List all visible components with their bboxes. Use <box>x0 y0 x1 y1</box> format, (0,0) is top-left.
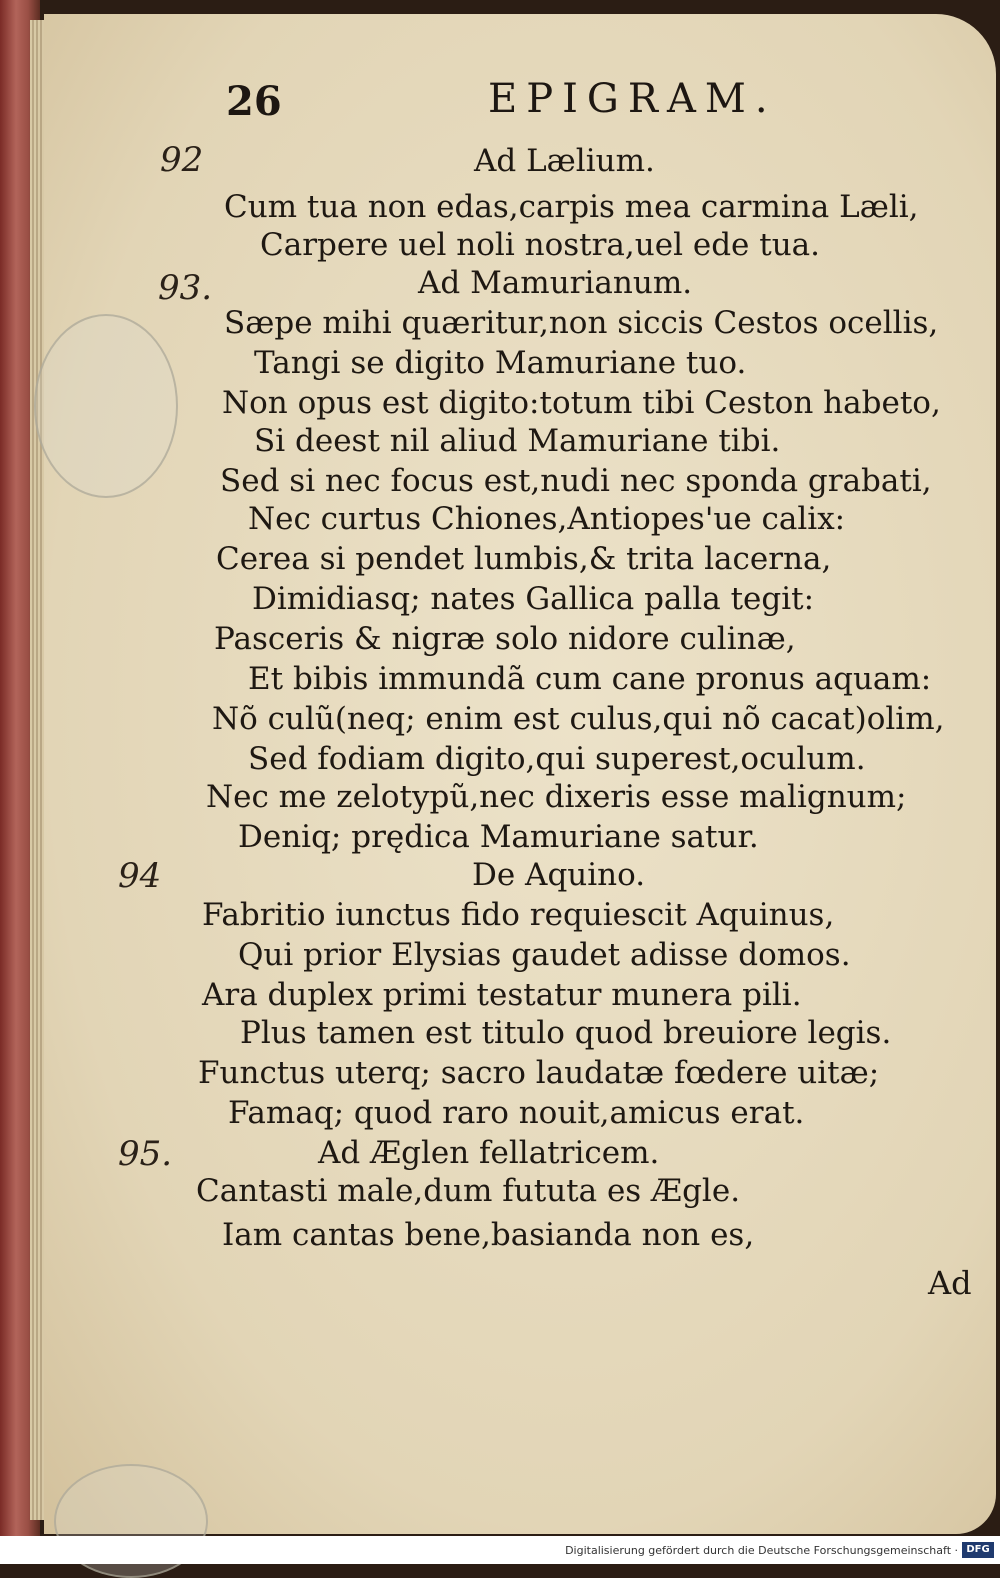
heading-de-aquino: De Aquino. <box>472 857 646 893</box>
verse-line: Cerea si pendet lumbis,& trita lacerna, <box>216 541 832 577</box>
heading-ad-mamurianum: Ad Mamurianum. <box>418 265 693 301</box>
verse-line: Ara duplex primi testatur munera pili. <box>202 977 802 1013</box>
verse-line: Iam cantas bene,basianda non es, <box>222 1217 755 1253</box>
page-number: 26 <box>226 78 282 125</box>
verse-line: Et bibis immundã cum cane pronus aquam: <box>248 661 932 697</box>
verse-line: Fabritio iunctus fido requiescit Aquinus, <box>202 897 835 933</box>
verse-line: Carpere uel noli nostra,uel ede tua. <box>260 227 820 263</box>
catchword: Ad <box>928 1264 972 1302</box>
verse-line: Cum tua non edas,carpis mea carmina Læli, <box>224 189 919 225</box>
margin-number-95: 95. <box>118 1134 173 1174</box>
verse-line: Non opus est digito:totum tibi Ceston habeto, <box>222 385 941 421</box>
verse-line: Sæpe mihi quæritur,non siccis Cestos ocellis, <box>224 305 939 341</box>
funding-credit: Digitalisierung gefördert durch die Deutsche Forschungsgemeinschaft · <box>565 1544 958 1557</box>
verse-line: Sed fodiam digito,qui superest,oculum. <box>248 741 866 777</box>
verse-line: Nõ culũ(neq; enim est culus,qui nõ cacat)olim, <box>212 701 945 737</box>
verse-line: Qui prior Elysias gaudet adisse domos. <box>238 937 851 973</box>
footer-bar <box>0 1536 1000 1564</box>
running-title: EPIGRAM. <box>488 76 777 122</box>
verse-line: Functus uterq; sacro laudatæ fœdere uitæ; <box>198 1055 880 1091</box>
verse-line: Nec me zelotypũ,nec dixeris esse malignum; <box>206 779 907 815</box>
verse-line: Dimidiasq; nates Gallica palla tegit: <box>252 581 815 617</box>
verse-line: Cantasti male,dum fututa es Ægle. <box>196 1173 741 1209</box>
magnifier-reflection <box>34 314 178 498</box>
verse-line: Sed si nec focus est,nudi nec sponda grabati, <box>220 463 932 499</box>
verse-line: Plus tamen est titulo quod breuiore legis. <box>240 1015 892 1051</box>
verse-line: Famaq; quod raro nouit,amicus erat. <box>228 1095 805 1131</box>
margin-number-92: 92 <box>160 140 204 180</box>
verse-line: Si deest nil aliud Mamuriane tibi. <box>254 423 781 459</box>
verse-line: Nec curtus Chiones,Antiopes'ue calix: <box>248 501 846 537</box>
heading-ad-aeglen: Ad Æglen fellatricem. <box>318 1135 660 1171</box>
dfg-logo: DFG <box>962 1542 994 1558</box>
margin-number-94: 94 <box>118 856 162 896</box>
verse-line: Deniq; prędica Mamuriane satur. <box>238 819 759 855</box>
heading-ad-laelium: Ad Lælium. <box>474 143 655 179</box>
verse-line: Pasceris & nigræ solo nidore culinæ, <box>214 621 796 657</box>
running-head <box>0 70 1000 130</box>
verse-line: Tangi se digito Mamuriane tuo. <box>254 345 747 381</box>
margin-number-93: 93. <box>158 268 213 308</box>
